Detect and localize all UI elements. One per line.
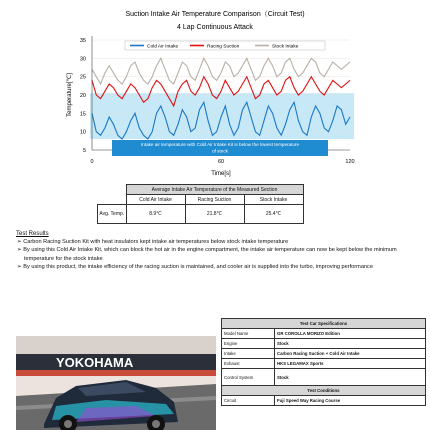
condition-value: Fuji Speed Way Racing Course <box>275 396 426 406</box>
cold-air-highlight-band <box>90 93 354 139</box>
spec-key: Model Name <box>222 329 275 339</box>
chart-title: Suction Intake Air Temperature Comparison（Circuit Test) <box>125 11 305 18</box>
annotation-text: Intake air temperature with Cold Air Intake Kit is below the lowest temperature of stock <box>140 142 300 154</box>
results-heading: Test Results <box>16 231 49 237</box>
x-axis-label: Time[s] <box>211 171 231 177</box>
spec-key: Exhaust <box>222 359 275 369</box>
series-line-stock-intake <box>92 58 350 84</box>
temperature-line-chart <box>0 0 430 185</box>
race-car-photo <box>16 336 216 430</box>
avg-value-racing: 21.8℃ <box>185 205 244 224</box>
y-axis-label: Temperature[℃] <box>67 73 73 117</box>
avg-row-label: Avg. Temp. <box>98 205 127 224</box>
spec-key: Engine <box>222 339 275 349</box>
results-item: ➢ By using this product, the intake efficiency of the racing suction is maintained, and cooler air is supplied into the turbo, improving performance <box>17 263 373 270</box>
results-item: ➢ By using this Cold Air Intake Kit, which can block the hot air in the engine compartment, the intake air temperature can now be kept below the minimum temperature for the stock intake <box>17 247 397 262</box>
legend-label: Stock Intake <box>272 44 299 50</box>
chart-subtitle: 4 Lap Continuous Attack <box>177 24 253 31</box>
condition-key: Circuit <box>222 396 275 406</box>
test-results <box>16 230 406 271</box>
y-tick-label: 20 <box>79 93 86 99</box>
legend-label: Racing Suction <box>207 44 240 50</box>
avg-value-cold: 8.9℃ <box>126 205 185 224</box>
test-car-spec-table <box>221 318 426 406</box>
x-tick-label: 120 <box>345 159 355 165</box>
x-tick-label: 0 <box>90 159 94 165</box>
results-item: ➢ Carbon Racing Suction Kit with heat insulators kept intake air temperatures below stock intake temperature <box>17 239 289 246</box>
spec-key: Control System <box>222 369 275 386</box>
spec-header: Test Car Specifications <box>222 319 426 329</box>
spec-value: Stock <box>275 369 426 386</box>
avg-col-stock: Stock Intake <box>244 195 303 205</box>
legend-label: Cold Air Intake <box>147 44 179 50</box>
average-temperature-table <box>97 184 304 224</box>
y-tick-label: 15 <box>79 111 86 118</box>
y-tick-label: 35 <box>79 38 86 44</box>
y-tick-label: 5 <box>82 148 86 154</box>
spec-value: Stock <box>275 339 426 349</box>
avg-table-header: Average Intake Air Temperature of the Measured Section <box>126 185 303 195</box>
y-tick-label: 30 <box>79 56 86 63</box>
spec-key: Intake <box>222 349 275 359</box>
spec-value: HKS LEGAMAX Sports <box>275 359 426 369</box>
spec-value: Carbon Racing Suction + Cold Air Intake <box>275 349 426 359</box>
avg-value-stock: 25.4℃ <box>244 205 303 224</box>
x-tick-label: 60 <box>217 159 225 165</box>
banner-text: YOKOHAMA <box>56 355 134 370</box>
avg-col-racing: Racing Suction <box>185 195 244 205</box>
y-tick-label: 10 <box>79 129 86 136</box>
y-tick-label: 25 <box>79 74 86 81</box>
conditions-header: Test Conditions <box>222 386 426 396</box>
spec-value: GR COROLLA MORIZO Edition <box>275 329 426 339</box>
avg-col-cold: Cold Air Intake <box>126 195 185 205</box>
